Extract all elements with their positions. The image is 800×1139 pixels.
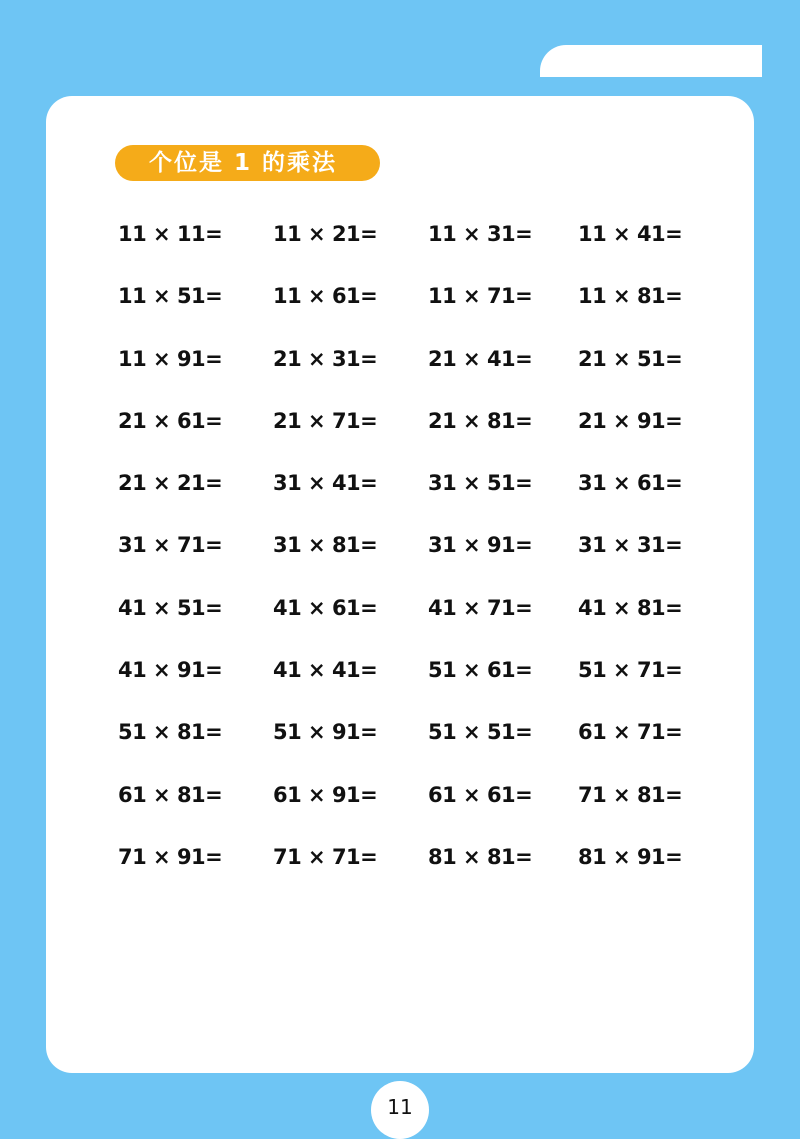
multiplication-problem: 21 × 71= xyxy=(273,408,378,433)
multiplication-problem: 71 × 81= xyxy=(578,782,683,807)
multiplication-problem: 31 × 51= xyxy=(428,471,533,496)
page-number: 11 xyxy=(387,1095,413,1119)
multiplication-problem: 51 × 51= xyxy=(428,720,533,745)
multiplication-problem: 81 × 91= xyxy=(578,844,683,869)
multiplication-problem: 21 × 61= xyxy=(118,408,223,433)
multiplication-problem: 61 × 91= xyxy=(273,782,378,807)
page-number-badge xyxy=(371,1081,429,1139)
multiplication-problem: 11 × 61= xyxy=(273,284,378,309)
worksheet-card xyxy=(46,96,754,1073)
multiplication-problem: 41 × 41= xyxy=(273,658,378,683)
multiplication-problem: 61 × 71= xyxy=(578,720,683,745)
multiplication-problem: 51 × 91= xyxy=(273,720,378,745)
multiplication-problem: 41 × 81= xyxy=(578,595,683,620)
multiplication-problem: 11 × 31= xyxy=(428,222,533,246)
multiplication-problem: 11 × 41= xyxy=(578,222,683,246)
multiplication-problem: 21 × 81= xyxy=(428,408,533,433)
multiplication-problem: 31 × 91= xyxy=(428,533,533,558)
multiplication-problem: 81 × 81= xyxy=(428,844,533,869)
multiplication-problem: 41 × 51= xyxy=(118,595,223,620)
multiplication-problem: 41 × 71= xyxy=(428,595,533,620)
multiplication-problem: 21 × 91= xyxy=(578,408,683,433)
multiplication-problem: 21 × 41= xyxy=(428,346,533,371)
multiplication-problem: 11 × 81= xyxy=(578,284,683,309)
multiplication-problem: 31 × 71= xyxy=(118,533,223,558)
multiplication-problem: 31 × 31= xyxy=(578,533,683,558)
decorative-top-tab xyxy=(540,45,762,77)
problem-grid xyxy=(118,219,738,904)
multiplication-problem: 61 × 61= xyxy=(428,782,533,807)
multiplication-problem: 71 × 71= xyxy=(273,844,378,869)
multiplication-problem: 51 × 61= xyxy=(428,658,533,683)
multiplication-problem: 51 × 81= xyxy=(118,720,223,745)
multiplication-problem: 11 × 71= xyxy=(428,284,533,309)
multiplication-problem: 11 × 51= xyxy=(118,284,223,309)
section-title: 个位是 1 的乘法 xyxy=(115,145,380,181)
multiplication-problem: 31 × 41= xyxy=(273,471,378,496)
multiplication-problem: 61 × 81= xyxy=(118,782,223,807)
multiplication-problem: 31 × 81= xyxy=(273,533,378,558)
multiplication-problem: 21 × 21= xyxy=(118,471,223,496)
multiplication-problem: 71 × 91= xyxy=(118,844,223,869)
multiplication-problem: 11 × 11= xyxy=(118,222,223,246)
multiplication-problem: 11 × 21= xyxy=(273,222,378,246)
multiplication-problem: 51 × 71= xyxy=(578,658,683,683)
multiplication-problem: 21 × 51= xyxy=(578,346,683,371)
multiplication-problem: 41 × 91= xyxy=(118,658,223,683)
multiplication-problem: 21 × 31= xyxy=(273,346,378,371)
multiplication-problem: 11 × 91= xyxy=(118,346,223,371)
multiplication-problem: 41 × 61= xyxy=(273,595,378,620)
multiplication-problem: 31 × 61= xyxy=(578,471,683,496)
